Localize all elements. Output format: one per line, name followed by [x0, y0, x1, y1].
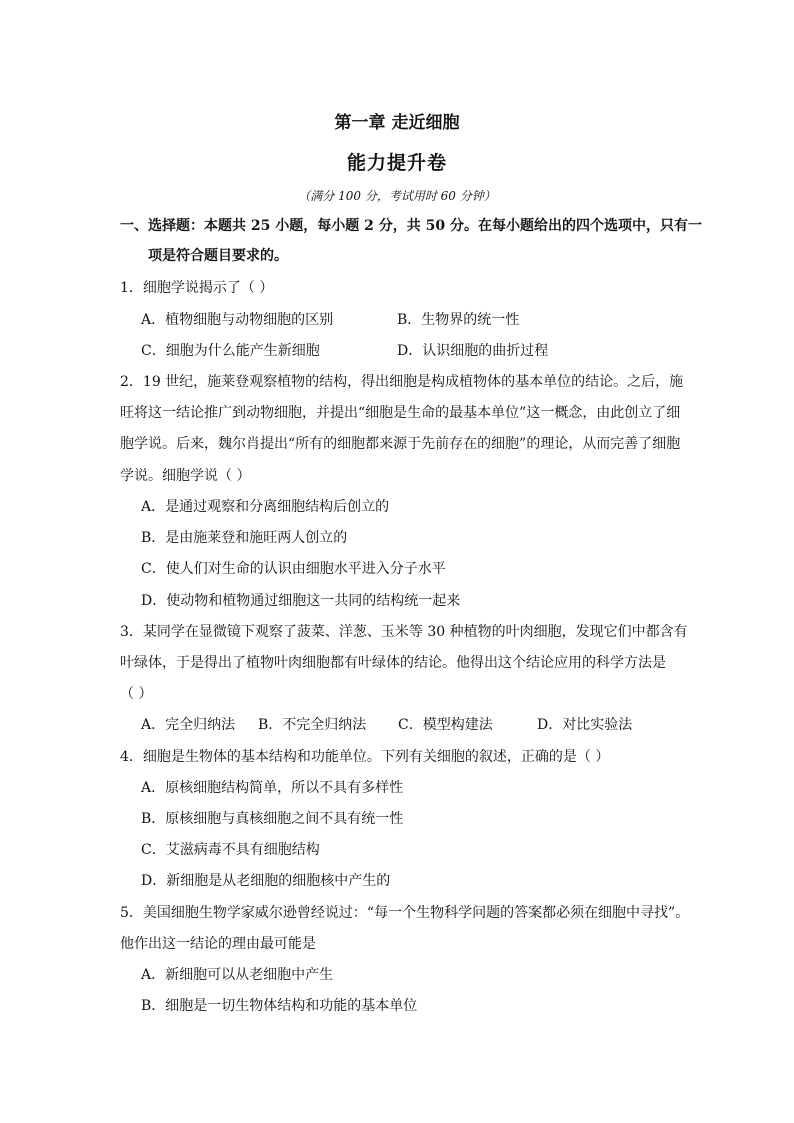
- q3-option-b: B．不完全归纳法: [258, 717, 367, 733]
- question-2-line-4: 学说。细胞学说（ ）: [120, 468, 251, 484]
- q1-option-c: C．细胞为什么能产生新细胞: [141, 343, 320, 359]
- q5-option-b: B．细胞是一切生物体结构和功能的基本单位: [141, 998, 418, 1014]
- question-5-line-1: 5．美国细胞生物学家威尔逊曾经说过：“每一个生物科学问题的答案都必须在细胞中寻找”。: [120, 905, 690, 921]
- q4-option-a: A．原核细胞结构简单，所以不具有多样性: [141, 780, 404, 796]
- question-2-line-2: 旺将这一结论推广到动物细胞，并提出“细胞是生命的最基本单位”这一概念，由此创立了细: [120, 405, 681, 421]
- q2-option-c: C．使人们对生命的认识由细胞水平进入分子水平: [141, 561, 446, 577]
- chapter-title: 第一章 走近细胞: [334, 113, 460, 133]
- question-3-line-3: （ ）: [120, 686, 153, 702]
- question-3-line-1: 3．某同学在显微镜下观察了菠菜、洋葱、玉米等 30 种植物的叶肉细胞，发现它们中都含有: [120, 624, 688, 640]
- q4-option-d: D．新细胞是从老细胞的细胞核中产生的: [141, 873, 391, 889]
- q4-option-b: B．原核细胞与真核细胞之间不具有统一性: [141, 811, 404, 827]
- paper-subtitle: （满分 100 分，考试用时 60 分钟）: [298, 189, 496, 203]
- section-instructions: 一、选择题：本题共 25 小题，每小题 2 分，共 50 分。在每小题给出的四个选项中，只有一: [120, 218, 702, 234]
- q3-option-a: A．完全归纳法: [141, 717, 236, 733]
- q1-option-b: B．生物界的统一性: [397, 312, 520, 328]
- section-instructions-cont: 项是符合题目要求的。: [148, 248, 288, 264]
- q2-option-d: D．使动物和植物通过细胞这一共同的结构统一起来: [141, 593, 461, 609]
- question-5-line-2: 他作出这一结论的理由最可能是: [120, 936, 316, 952]
- paper-title: 能力提升卷: [346, 152, 447, 174]
- q3-option-d: D．对比实验法: [537, 717, 633, 733]
- q1-option-d: D．认识细胞的曲折过程: [397, 343, 549, 359]
- q5-option-a: A．新细胞可以从老细胞中产生: [141, 967, 334, 983]
- question-3-line-2: 叶绿体，于是得出了植物叶肉细胞都有叶绿体的结论。他得出这个结论应用的科学方法是: [120, 655, 666, 671]
- question-1-stem: 1．细胞学说揭示了（ ）: [120, 280, 274, 296]
- q2-option-b: B．是由施莱登和施旺两人创立的: [141, 530, 348, 546]
- question-4-stem: 4．细胞是生物体的基本结构和功能单位。下列有关细胞的叙述，正确的是（ ）: [120, 749, 610, 765]
- question-2-line-3: 胞学说。后来，魏尔肖提出“所有的细胞都来源于先前存在的细胞”的理论，从而完善了细胞: [120, 436, 681, 452]
- q3-option-c: C．模型构建法: [398, 717, 493, 733]
- q4-option-c: C．艾滋病毒不具有细胞结构: [141, 842, 320, 858]
- question-2-line-1: 2．19 世纪，施莱登观察植物的结构，得出细胞是构成植物体的基本单位的结论。之后，施: [120, 374, 684, 390]
- q2-option-a: A．是通过观察和分离细胞结构后创立的: [141, 499, 390, 515]
- q1-option-a: A．植物细胞与动物细胞的区别: [141, 312, 334, 328]
